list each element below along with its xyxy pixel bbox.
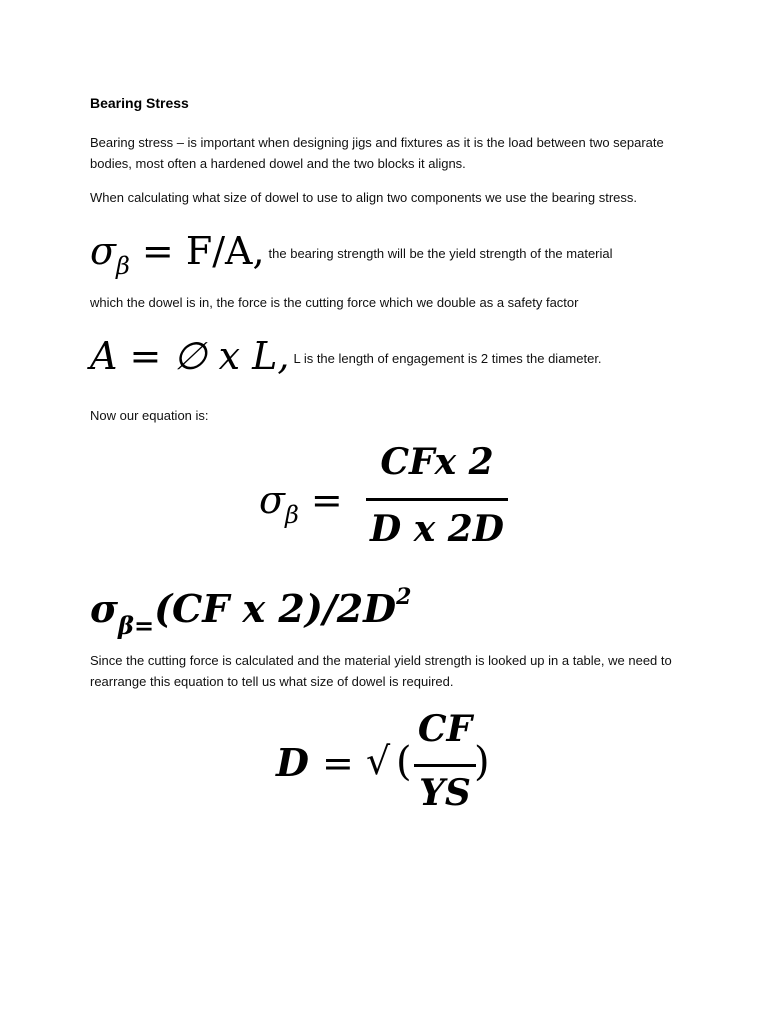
equals-sign: =: [322, 741, 354, 785]
section-heading: Bearing Stress: [90, 95, 189, 111]
area-equation: [90, 331, 602, 384]
sigma-symbol: σ: [90, 229, 116, 273]
intro-paragraph: Bearing stress – is important when designing jigs and fixtures as it is the load between two separate bodies, most often a hardened dowel and the two blocks it aligns.: [90, 135, 664, 171]
since-paragraph: Since the cutting force is calculated and the material yield strength is looked up in a table, we need to rearrange this equation to tell us what size of dowel is required.: [90, 653, 672, 689]
area-expression: A = ∅ x L,: [90, 334, 290, 378]
fraction-numerator: CFx 2: [380, 441, 494, 483]
simplified-equation: [90, 572, 411, 651]
sigma-symbol: σ: [90, 586, 119, 631]
sqrt-denominator: YS: [419, 772, 471, 814]
left-paren: (: [396, 739, 412, 785]
equation-note: the bearing strength will be the yield strength of the material: [268, 246, 613, 261]
sigma-symbol: σ: [259, 478, 285, 522]
fraction-denominator: D x 2D: [369, 508, 504, 550]
area-note: L is the length of engagement is 2 times the diameter.: [293, 351, 602, 366]
force-note-paragraph: which the dowel is in, the force is the cutting force which we double as a safety factor: [90, 295, 579, 310]
bearing-stress-equation: [90, 226, 613, 291]
fraction-equation-lhs: [259, 475, 343, 540]
fraction-bar: [366, 498, 508, 501]
exponent: 2: [396, 584, 412, 610]
equals-sign: =: [298, 478, 343, 522]
beta-subscript: β=: [118, 611, 155, 640]
sqrt-fraction-bar: [414, 764, 476, 767]
sqrt-symbol: √: [366, 739, 391, 783]
equation-rhs: = F/A,: [129, 229, 265, 273]
sqrt-numerator: CF: [417, 708, 473, 750]
now-paragraph: Now our equation is:: [90, 408, 209, 423]
calc-paragraph: When calculating what size of dowel to use to align two components we use the bearing stress.: [90, 190, 638, 205]
beta-subscript: β: [115, 252, 130, 280]
beta-subscript: β: [284, 501, 299, 529]
diameter-symbol: D: [276, 740, 309, 785]
equation-body: (CF x 2)/2D: [154, 586, 397, 631]
right-paren: ): [474, 739, 490, 785]
